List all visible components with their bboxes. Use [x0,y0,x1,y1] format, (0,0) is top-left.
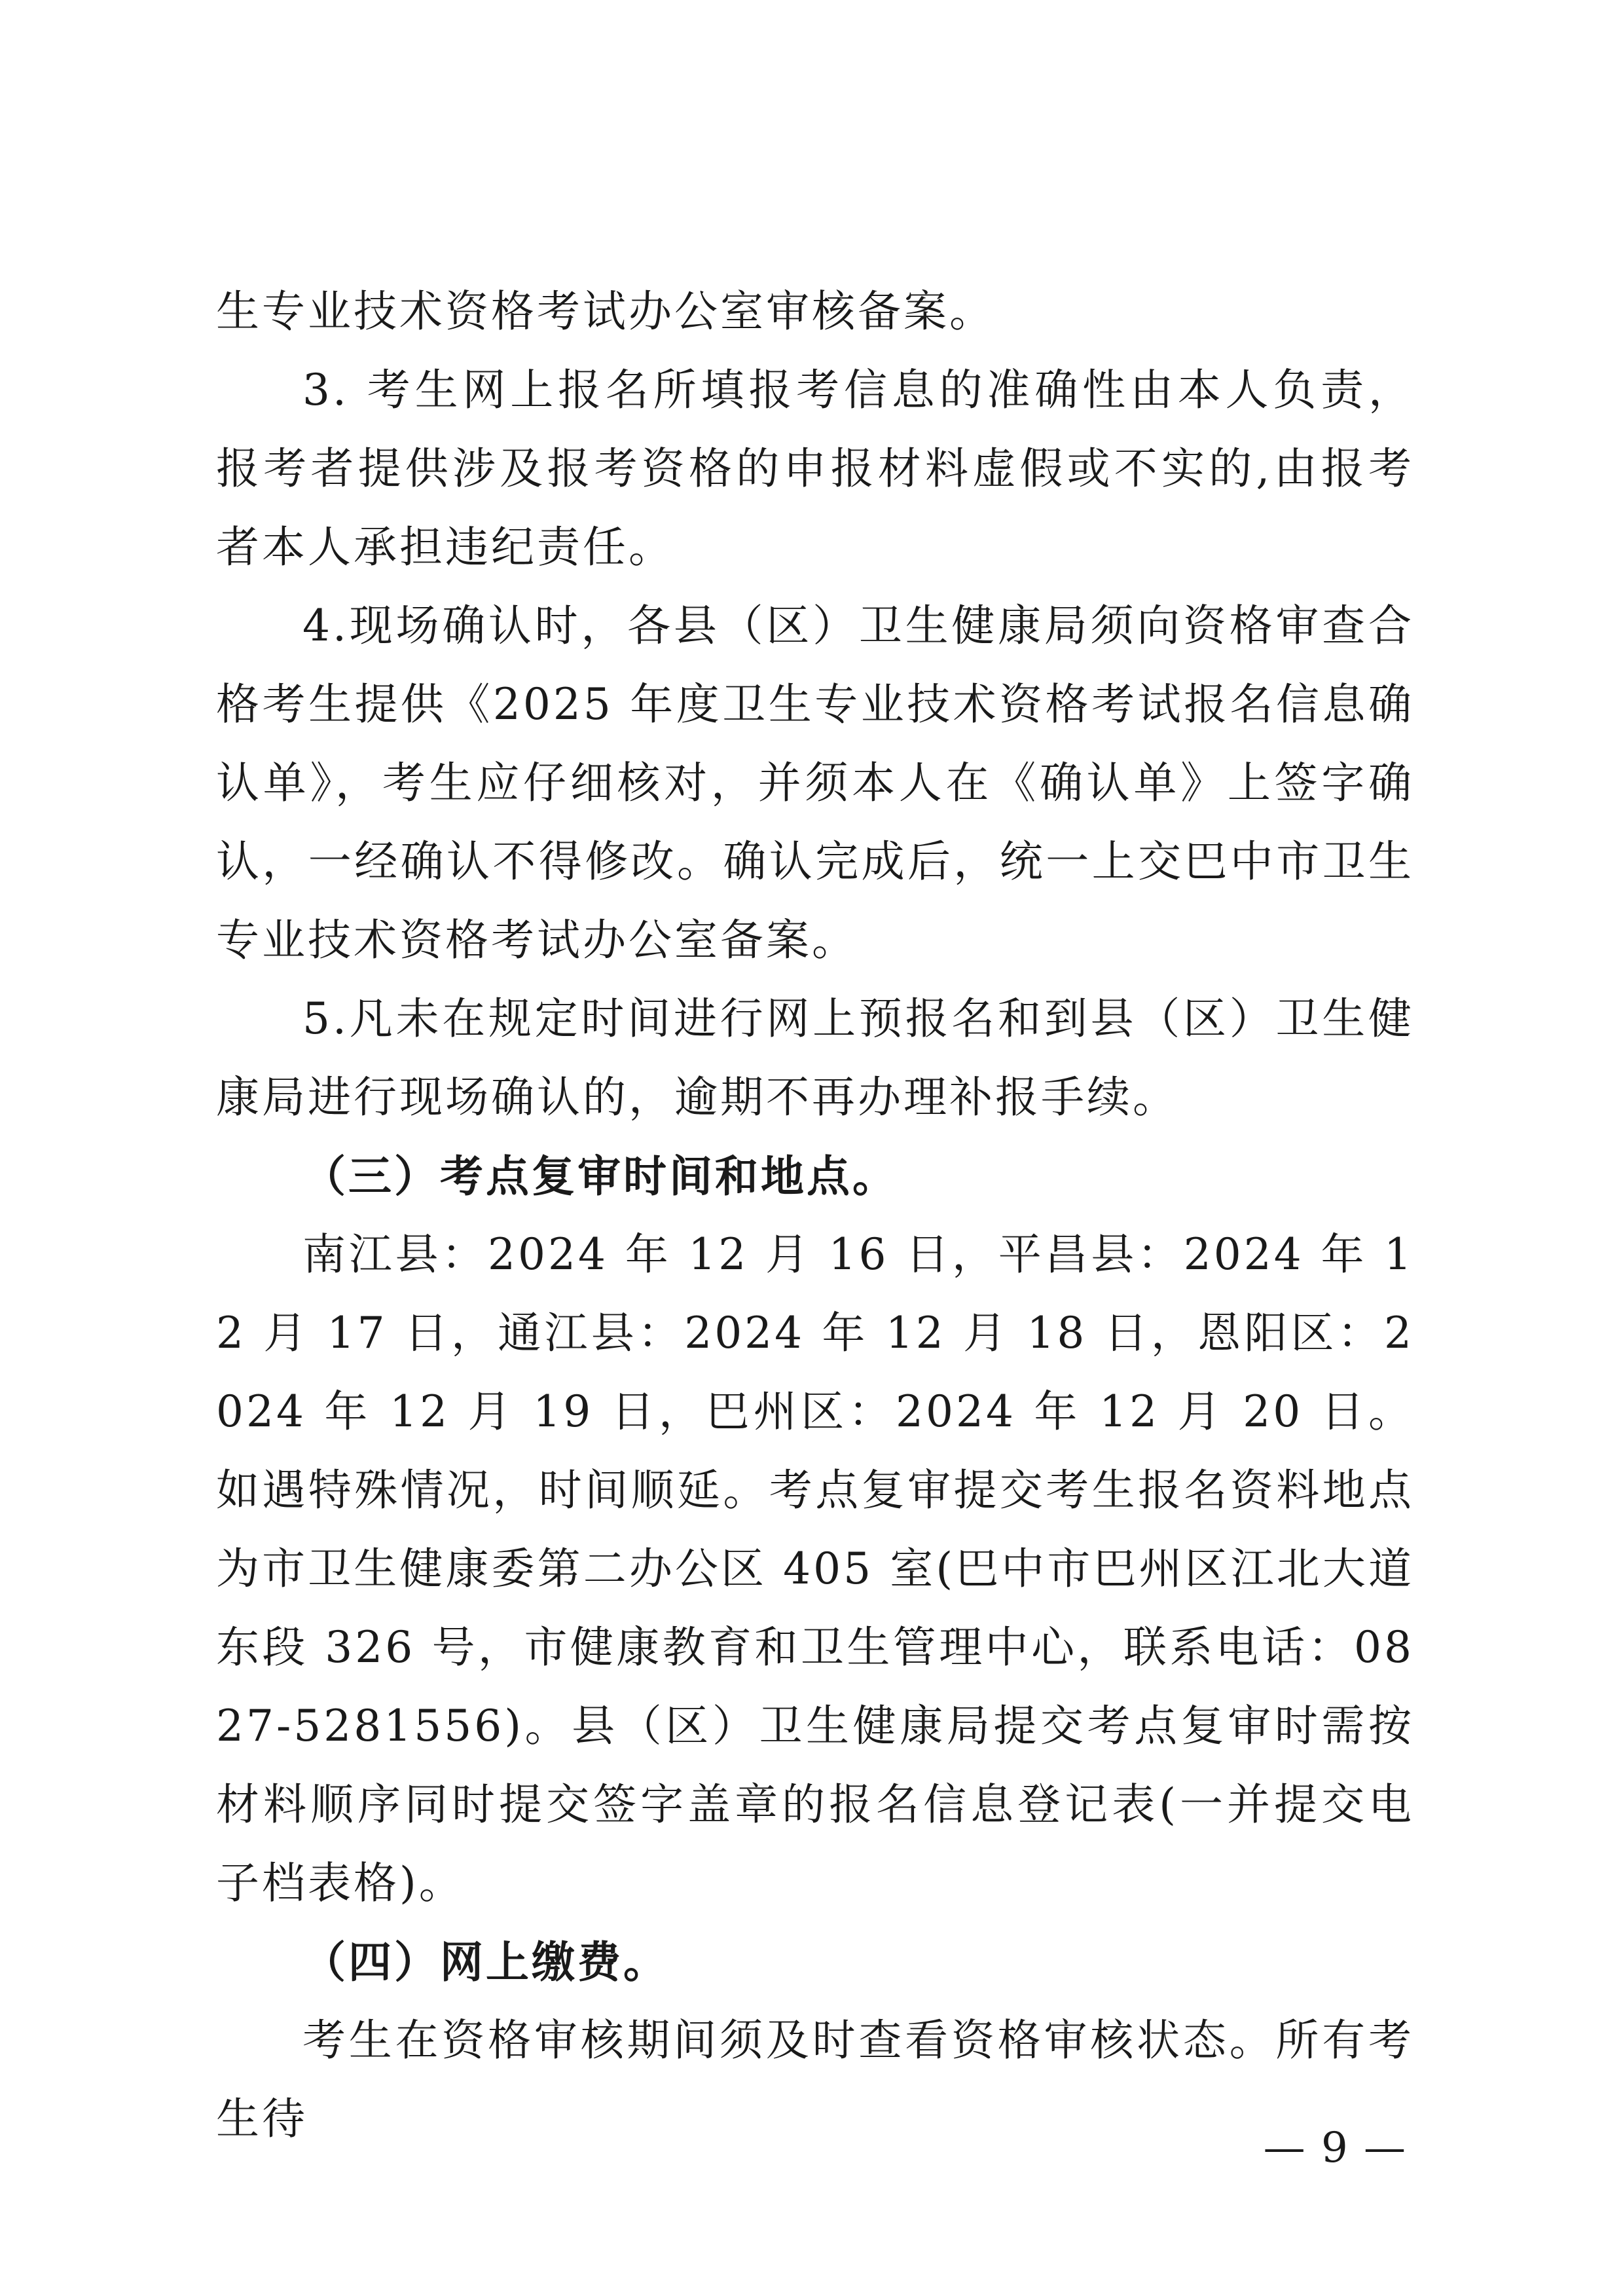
paragraph-payment: 考生在资格审核期间须及时查看资格审核状态。所有考生待 [216,2015,1414,2144]
paragraph-review-schedule: 南江县：2024 年 12 月 16 日，平昌县：2024 年 12 月 17 日，通江县：2024 年 12 月 18 日，恩阳区：2024 年 12 月 19 日，巴州区：2024 年 12 月 20 日。如遇特殊情况，时间顺延。考点复审提交考生报名资料地点为市卫生健康委第二办公区 405 室(巴中市巴州区江北大道东段 326 号，市健康教育和卫生管理中心，联系电话：0827-5281556)。县（区）卫生健康局提交考点复审时需按材料顺序同时提交签字盖章的报名信息登记表(一并提交电子档表格)。 [216,1229,1414,1908]
paragraph-item-3: 3. 考生网上报名所填报考信息的准确性由本人负责，报考者提供涉及报考资格的申报材料虚假或不实的,由报考者本人承担违纪责任。 [216,365,1414,572]
paragraph-item-5: 5.凡未在规定时间进行网上预报名和到县（区）卫生健康局进行现场确认的，逾期不再办理补报手续。 [216,993,1414,1122]
paragraph-item-4: 4.现场确认时，各县（区）卫生健康局须向资格审查合格考生提供《2025 年度卫生专业技术资格考试报名信息确认单》，考生应仔细核对，并须本人在《确认单》上签字确认，一经确认不得修改。确认完成后，统一上交巴中市卫生专业技术资格考试办公室备案。 [216,601,1414,965]
page-number: — 9 — [1263,2124,1407,2172]
paragraph-continuation: 生专业技术资格考试办公室审核备案。 [216,286,995,337]
section-heading-payment: （四）网上缴费。 [302,1936,669,1988]
section-heading-review: （三）考点复审时间和地点。 [302,1151,898,1202]
document-body [216,272,1414,2158]
